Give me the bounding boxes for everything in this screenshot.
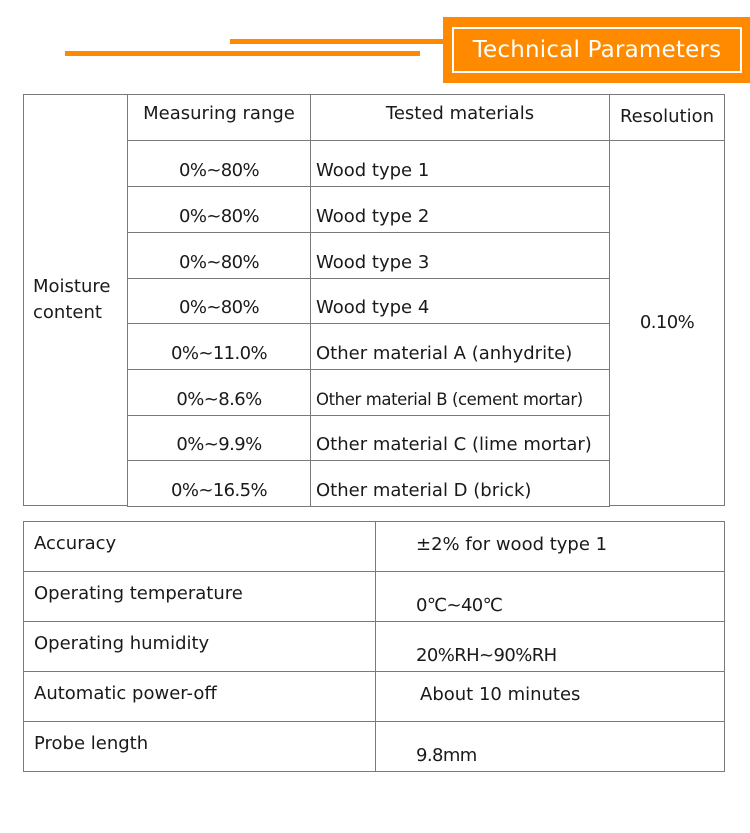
measuring-range-cell: 0%~9.9% (127, 415, 311, 461)
column-header-measuring-range: Measuring range (127, 94, 311, 141)
measuring-range-cell: 0%~80% (127, 186, 311, 233)
measuring-range-cell: 0%~80% (127, 140, 311, 187)
spec-label-cell: Probe length (23, 721, 376, 772)
page-title: Technical Parameters (452, 27, 742, 73)
tested-material-cell: Wood type 1 (310, 140, 610, 187)
tested-material-cell: Wood type 3 (310, 232, 610, 279)
spec-value-cell: ±2% for wood type 1 (375, 521, 725, 572)
spec-value-cell: 0℃~40℃ (375, 571, 725, 622)
spec-label-cell: Accuracy (23, 521, 376, 572)
spec-value-cell: About 10 minutes (375, 671, 725, 722)
spec-value-cell: 9.8mm (375, 721, 725, 772)
title-banner (443, 17, 750, 83)
decorative-line-lower (65, 51, 420, 56)
tested-material-cell: Other material C (lime mortar) (310, 415, 610, 461)
spec-label-cell: Operating humidity (23, 621, 376, 672)
tested-material-cell: Wood type 2 (310, 186, 610, 233)
tested-material-cell: Other material D (brick) (310, 460, 610, 507)
moisture-content-label (23, 94, 128, 506)
column-header-resolution: Resolution (609, 94, 725, 141)
spec-label-cell: Operating temperature (23, 571, 376, 622)
measuring-range-cell: 0%~11.0% (127, 323, 311, 370)
tested-material-cell: Other material B (cement mortar) (310, 369, 610, 416)
measuring-range-cell: 0%~80% (127, 232, 311, 279)
measuring-range-cell: 0%~80% (127, 278, 311, 324)
measuring-range-cell: 0%~8.6% (127, 369, 311, 416)
spec-label-cell: Automatic power-off (23, 671, 376, 722)
moisture-label-line1: Moisture (33, 276, 111, 297)
decorative-line-upper (230, 39, 445, 44)
measuring-range-cell: 0%~16.5% (127, 460, 311, 507)
moisture-label-line2: content (33, 302, 102, 323)
spec-value-cell: 20%RH~90%RH (375, 621, 725, 672)
tested-material-cell: Other material A (anhydrite) (310, 323, 610, 370)
column-header-tested-materials: Tested materials (310, 94, 610, 141)
tested-material-cell: Wood type 4 (310, 278, 610, 324)
resolution-value: 0.10% (609, 140, 725, 506)
